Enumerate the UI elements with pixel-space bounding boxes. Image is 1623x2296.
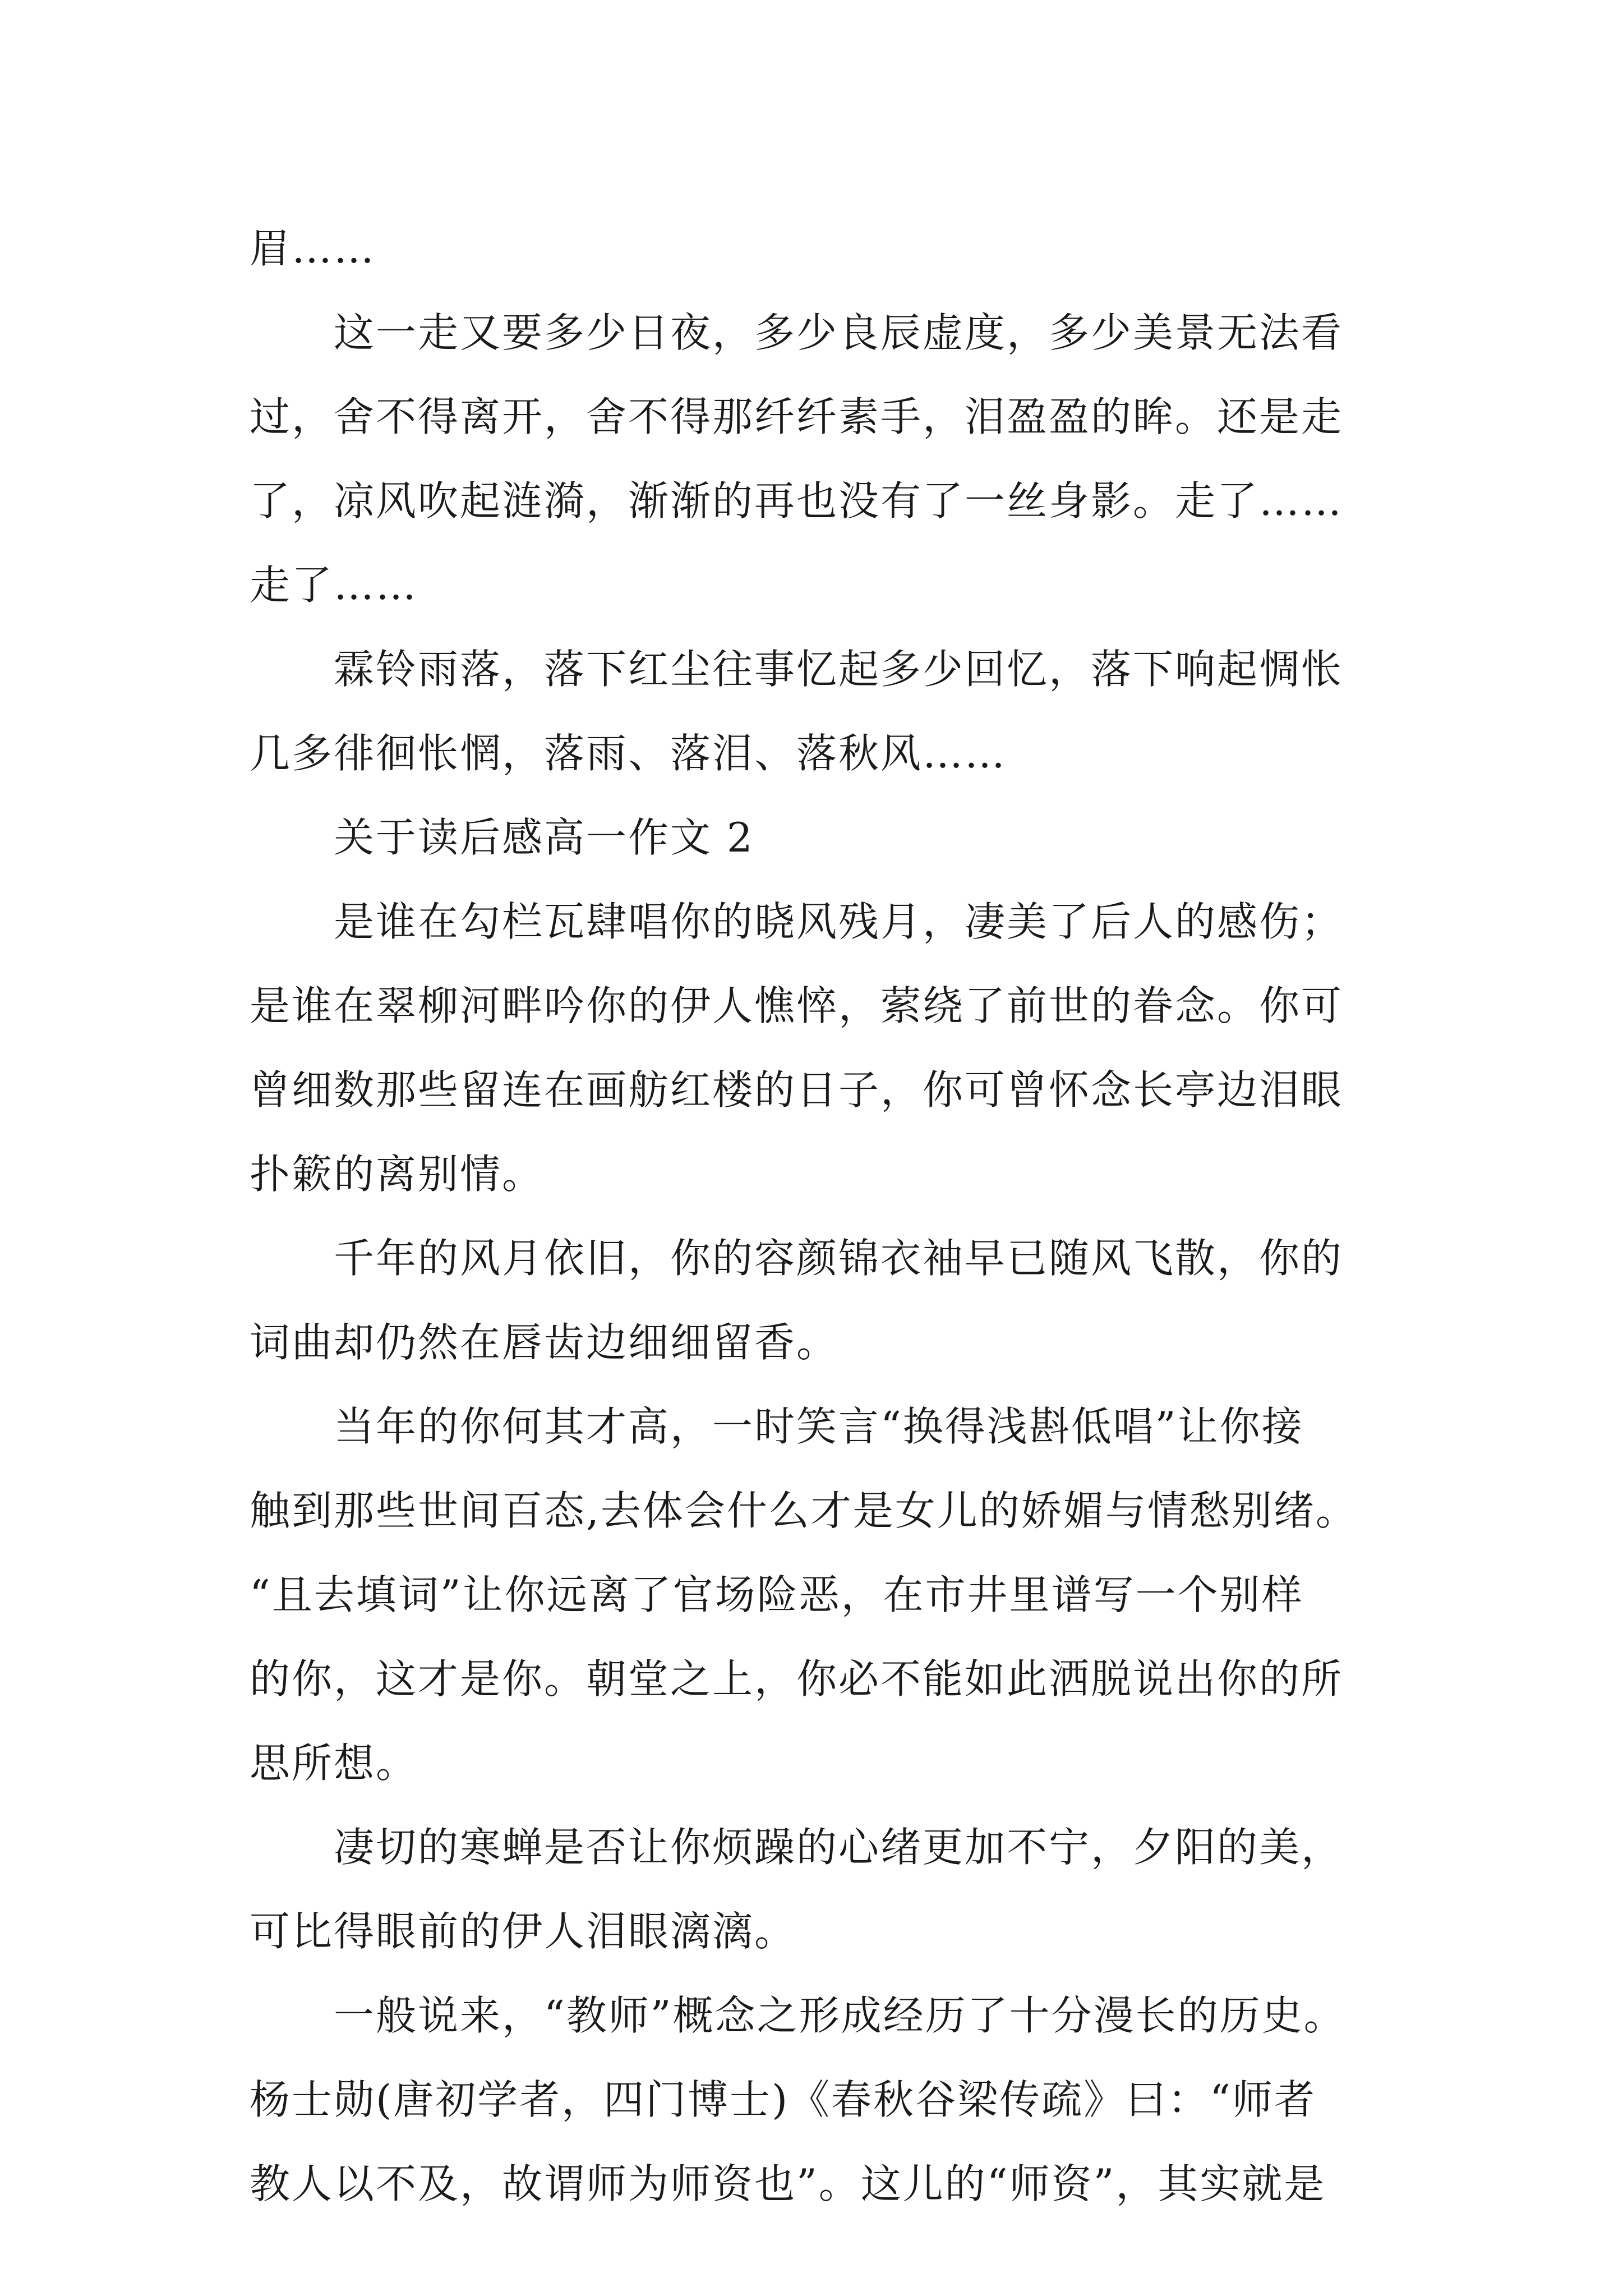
text-line-18: 的你，这才是你。朝堂之上，你必不能如此洒脱说出你的所 xyxy=(250,1655,1344,1703)
text-line-15: 当年的你何其才高，一时笑言“换得浅斟低唱”让你接 xyxy=(334,1403,1304,1450)
text-line-1: 眉…… xyxy=(250,225,376,272)
text-line-11: 曾细数那些留连在画舫红楼的日子，你可曾怀念长亭边泪眼 xyxy=(250,1066,1344,1114)
text-line-6: 霖铃雨落，落下红尘往事忆起多少回忆，落下响起惆怅 xyxy=(334,646,1344,693)
text-line-4: 了，凉风吹起涟漪，渐渐的再也没有了一丝身影。走了…… xyxy=(250,477,1344,524)
text-line-12: 扑簌的离别情。 xyxy=(250,1151,545,1198)
text-line-13: 千年的风月依旧，你的容颜锦衣袖早已随风飞散，你的 xyxy=(334,1235,1344,1282)
text-line-14: 词曲却仍然在唇齿边细细留香。 xyxy=(250,1319,839,1366)
text-line-7: 几多徘徊怅惘，落雨、落泪、落秋风…… xyxy=(250,730,1007,777)
text-line-3: 过，舍不得离开，舍不得那纤纤素手，泪盈盈的眸。还是走 xyxy=(250,393,1344,440)
text-line-22: 一般说来，“教师”概念之形成经历了十分漫长的历史。 xyxy=(334,1992,1346,2039)
text-line-24: 教人以不及，故谓师为师资也”。这儿的“师资”，其实就是 xyxy=(250,2160,1326,2207)
document-body xyxy=(250,206,1394,2226)
text-line-23: 杨士勋(唐初学者，四门博士)《春秋谷梁传疏》曰：“师者 xyxy=(250,2076,1316,2123)
text-line-17: “且去填词”让你远离了官场险恶，在市井里谱写一个别样 xyxy=(250,1571,1304,1618)
text-line-9: 是谁在勾栏瓦肆唱你的晓风残月，凄美了后人的感伤； xyxy=(334,898,1344,945)
text-line-19: 思所想。 xyxy=(250,1740,418,1787)
text-line-20: 凄切的寒蝉是否让你烦躁的心绪更加不宁，夕阳的美， xyxy=(334,1824,1344,1871)
section-heading: 关于读后感高一作文 2 xyxy=(334,814,754,861)
text-line-16: 触到那些世间百态,去体会什么才是女儿的娇媚与情愁别绪。 xyxy=(250,1487,1358,1534)
text-line-5: 走了…… xyxy=(250,562,418,609)
text-line-21: 可比得眼前的伊人泪眼漓漓。 xyxy=(250,1908,797,1955)
text-line-2: 这一走又要多少日夜，多少良辰虚度，多少美景无法看 xyxy=(334,309,1344,356)
text-line-10: 是谁在翠柳河畔吟你的伊人憔悴，萦绕了前世的眷念。你可 xyxy=(250,982,1344,1029)
